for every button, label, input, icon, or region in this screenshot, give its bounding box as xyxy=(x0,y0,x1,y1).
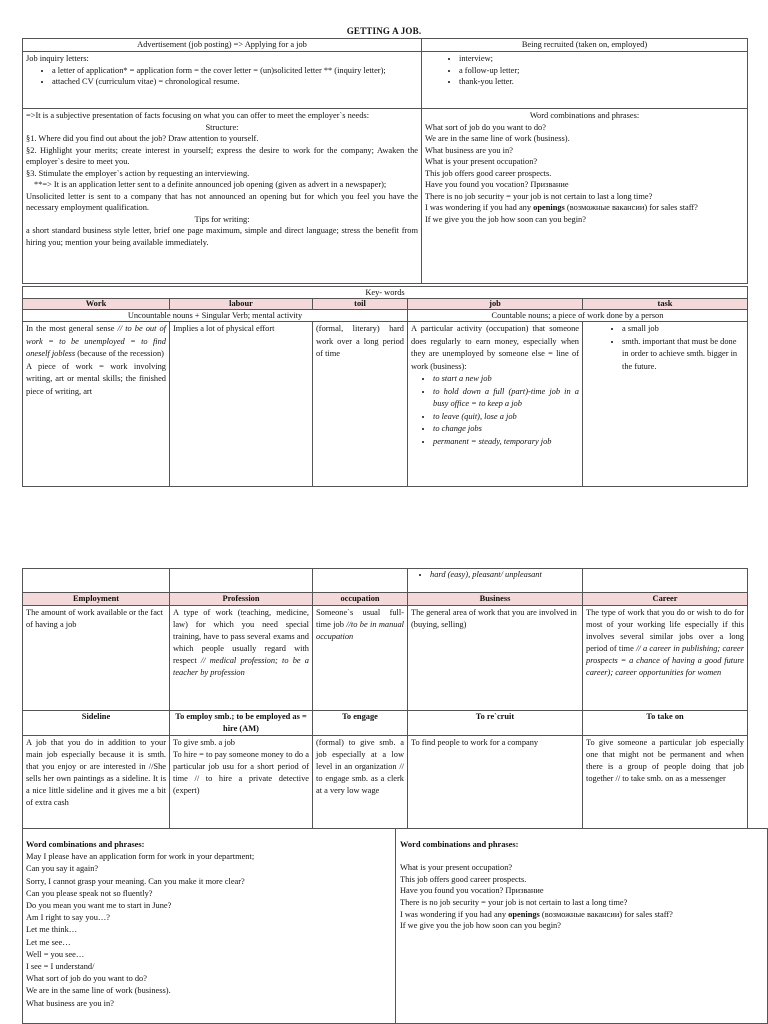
tips-text: a short standard business style letter, brief one page maximum, simple and direct language; stress the benefit from hiring you; mention your being available immediately. xyxy=(26,226,418,247)
wc-line: What sort of job do you want to do? xyxy=(425,122,546,132)
labour-cell xyxy=(169,321,313,487)
business-cell xyxy=(407,605,583,711)
phrase-line: What business are you in? xyxy=(26,998,114,1008)
header-engage: To engage xyxy=(312,710,408,736)
structure-line: **=> It is an application letter sent to a definite announced job opening (given as advert in a newspaper); xyxy=(34,180,387,189)
wc-openings-bold: openings xyxy=(533,203,565,212)
wc-line: If we give you the job how soon can you begin? xyxy=(425,214,586,224)
recruited-item: • interview; xyxy=(459,53,744,65)
profession-cell xyxy=(169,605,313,711)
wc-line: Have you found you vocation? Призвание xyxy=(425,180,569,189)
structure-line: Unsolicited letter is sent to a company that has not announced an opening but for which you feel you have the necessary employment qualification. xyxy=(26,191,418,212)
phrase-line: What is your present occupation? xyxy=(400,863,513,873)
carry-cell xyxy=(312,568,408,593)
phrase-line: Can you please speak not so fluently? xyxy=(26,888,153,898)
subjective-text: =>It is a subjective presentation of facts focusing on what you can offer to meet the employer`s needs: xyxy=(26,111,370,120)
bottom-left-cell xyxy=(22,828,396,1024)
countable-note: Countable nouns; a piece of work done by a person xyxy=(407,309,748,322)
inquiry-item: • a letter of application* = application form = the cover letter = (un)solicited letter ** (inquiry letter); xyxy=(52,65,418,77)
work-definition xyxy=(26,323,166,361)
job-item: • to leave (quit), lose a job xyxy=(433,411,579,424)
phrase-line: If we give you the job how soon can you begin? xyxy=(400,921,561,931)
toil-cell xyxy=(312,321,408,487)
job-text: A particular activity (occupation) that someone does regularly to earn money, especially when they are unemployed by someone else = line of work (business): xyxy=(411,324,579,371)
carry-cell xyxy=(22,568,170,593)
wc-openings-post: (возможные вакансии) for sales staff? xyxy=(564,203,698,212)
bottom-header: Word combinations and phrases: xyxy=(26,840,145,849)
wc-line: What is your present occupation? xyxy=(425,157,538,166)
sideline-cell xyxy=(22,735,170,829)
phrase-line: Well = you see… xyxy=(26,949,85,959)
phrase-line: I see = I understand/ xyxy=(26,962,95,972)
key-words-title: Key- words xyxy=(22,286,748,299)
wc-openings-pre: I was wondering if you had any xyxy=(425,203,534,212)
phrase-line: There is no job security = your job is not certain to last a long time? xyxy=(400,897,628,907)
job-item: • to hold down a full (part)-time job in a busy office = to keep a job xyxy=(433,386,579,411)
career-definition xyxy=(586,607,744,679)
header-business: Business xyxy=(407,592,583,606)
phrase-line: Can you say it again? xyxy=(26,864,99,874)
employment-text: The amount of work available or the fact of having a job xyxy=(26,608,163,629)
recruit-cell xyxy=(407,735,583,829)
phrase-line: Have you found you vocation? Призвание xyxy=(400,886,544,896)
phrase-line: This job offers good career prospects. xyxy=(400,874,527,884)
job-item: • to start a new job xyxy=(433,373,579,386)
page-title: GETTING A JOB. xyxy=(346,26,422,36)
sideline-text: A job that you do in addition to your main job especially because it is smth. that you enjoy or are interested in //She sells her own paintings as a sideline. It is a nice little sideline and it gives me a bit of extra cash xyxy=(26,738,166,807)
header-labour: labour xyxy=(169,298,313,310)
header-job: job xyxy=(407,298,583,310)
recruited-cell xyxy=(421,51,748,109)
phrase-line: Let me see… xyxy=(26,937,71,947)
phrase-line: May I please have an application form for work in your department; xyxy=(26,852,255,862)
wc-line: We are in the same line of work (business). xyxy=(425,134,570,143)
wc-line: What business are you in? xyxy=(425,145,513,155)
task-cell xyxy=(582,321,748,487)
structure-line: §3. Stimulate the employer`s action by requesting an interviewing. xyxy=(26,168,250,178)
word-combinations-cell xyxy=(421,108,748,284)
header-task: task xyxy=(582,298,748,310)
engage-cell xyxy=(312,735,408,829)
inquiry-cell xyxy=(22,51,422,109)
phrase-line: Do you mean you want me to start in June? xyxy=(26,901,172,911)
letter-structure-cell xyxy=(22,108,422,284)
job-item: • to change jobs xyxy=(433,423,579,436)
profession-pre: A type of work (teaching, medicine, law) for which you need special training, have to pass several exams and which people usually regard with respect xyxy=(173,608,309,665)
header-recruit: To re`cruit xyxy=(407,710,583,736)
inquiry-item: • attached CV (curriculum vitae) = chronological resume. xyxy=(52,76,418,88)
carry-cell xyxy=(169,568,313,593)
structure-line: §2. Highlight your merits; create interest in yourself; express the desire to work for the company; Awaken the employer`s desire to meet you. xyxy=(26,145,418,166)
employment-cell xyxy=(22,605,170,711)
work-pre: In the most general sense xyxy=(26,324,118,333)
structure-label: Structure: xyxy=(205,122,239,132)
uncountable-note: Uncountable nouns + Singular Verb; mental activity xyxy=(22,309,408,322)
work-second: A piece of work = work involving writing, art or mental skills; the finished piece of writing, art xyxy=(26,361,166,396)
header-employ: To employ smb.; to be employed as = hire (AM) xyxy=(169,710,313,736)
profession-italic: // medical profession; to be a teacher by profession xyxy=(173,656,309,677)
toil-text: (formal, literary) hard work over a long period of time xyxy=(316,324,404,358)
employ-line: To give smb. a job xyxy=(173,738,235,747)
labour-text: Implies a lot of physical effort xyxy=(173,324,275,333)
wc-openings-line xyxy=(425,202,744,214)
recruited-item: • a follow-up letter; xyxy=(459,65,744,77)
phrase-line: Am I right to say you…? xyxy=(26,913,110,923)
tips-label: Tips for writing: xyxy=(194,214,250,224)
work-cell xyxy=(22,321,170,487)
recruit-text: To find people to work for a company xyxy=(411,738,539,747)
header-toil: toil xyxy=(312,298,408,310)
structure-line: §1. Where did you find out about the job? Draw attention to yourself. xyxy=(26,134,259,143)
profession-definition xyxy=(173,607,309,679)
phrase-line: Let me think… xyxy=(26,925,78,935)
occupation-cell xyxy=(312,605,408,711)
wc-line: There is no job security = your job is not certain to last a long time? xyxy=(425,191,653,201)
occupation-italic: //to be in manual occupation xyxy=(316,620,404,641)
header-profession: Profession xyxy=(169,592,313,606)
carry-item: • hard (easy), pleasant/ unpleasant xyxy=(430,569,582,581)
phrase-openings-line: I was wondering if you had any openings (возможные вакансии) for sales staff? xyxy=(400,909,673,919)
employ-cell xyxy=(169,735,313,829)
carry-cell xyxy=(407,568,583,593)
header-take-on: To take on xyxy=(582,710,748,736)
phrase-line: What sort of job do you want to do? xyxy=(26,974,147,984)
business-text: The general area of work that you are involved in (buying, selling) xyxy=(411,608,577,629)
bottom-right-cell xyxy=(395,828,768,1024)
right-header: Being recruited (taken on, employed) xyxy=(421,38,748,52)
phrase-line: We are in the same line of work (business). xyxy=(26,986,171,996)
take-on-text: To give someone a particular job especially one that might not be permanent and when there is a group of people doing that job together // to take smb. on as a messenger xyxy=(586,738,744,783)
header-employment: Employment xyxy=(22,592,170,606)
wc-header: Word combinations and phrases: xyxy=(529,111,640,120)
header-career: Career xyxy=(582,592,748,606)
engage-text: (formal) to give smb. a job especially at a low level in an organization // to engage smb. as a clerk at a very low wage xyxy=(316,738,404,795)
carry-cell xyxy=(582,568,748,593)
career-pre: The type of work that you do or wish to do for most of your working life especially if this involves several similar jobs over a long period of time xyxy=(586,608,744,653)
career-cell xyxy=(582,605,748,711)
job-item: • permanent = steady, temporary job xyxy=(433,436,579,449)
job-cell xyxy=(407,321,583,487)
left-header: Advertisement (job posting) => Applying for a job xyxy=(22,38,422,52)
task-item: • a small job xyxy=(622,323,744,336)
header-occupation: occupation xyxy=(312,592,408,606)
employ-line: To hire = to pay someone money to do a particular job usu for a short period of time // to hire a private detective (expert) xyxy=(173,750,309,795)
career-italic: // a career in publishing; career prospects = a chance of having a good future career); career opportunities for women xyxy=(586,644,744,677)
work-post: (because of the recession) xyxy=(75,349,164,358)
recruited-item: • thank-you letter. xyxy=(459,76,744,88)
task-item: • smth. important that must be done in order to achieve smth. bigger in the future. xyxy=(622,336,744,374)
occupation-definition xyxy=(316,607,404,643)
bottom-right-header: Word combinations and phrases: xyxy=(400,840,519,849)
header-sideline: Sideline xyxy=(22,710,170,736)
phrase-line: Sorry, I cannot grasp your meaning. Can you make it more clear? xyxy=(26,876,245,886)
inquiry-label: Job inquiry letters: xyxy=(26,54,89,63)
header-work: Work xyxy=(22,298,170,310)
take-on-cell xyxy=(582,735,748,829)
work-italic: // to be out of work = to be unemployed = to find oneself jobless xyxy=(26,324,166,358)
wc-line: This job offers good career prospects. xyxy=(425,168,552,178)
occupation-pre: Someone`s usual full-time job xyxy=(316,608,404,629)
